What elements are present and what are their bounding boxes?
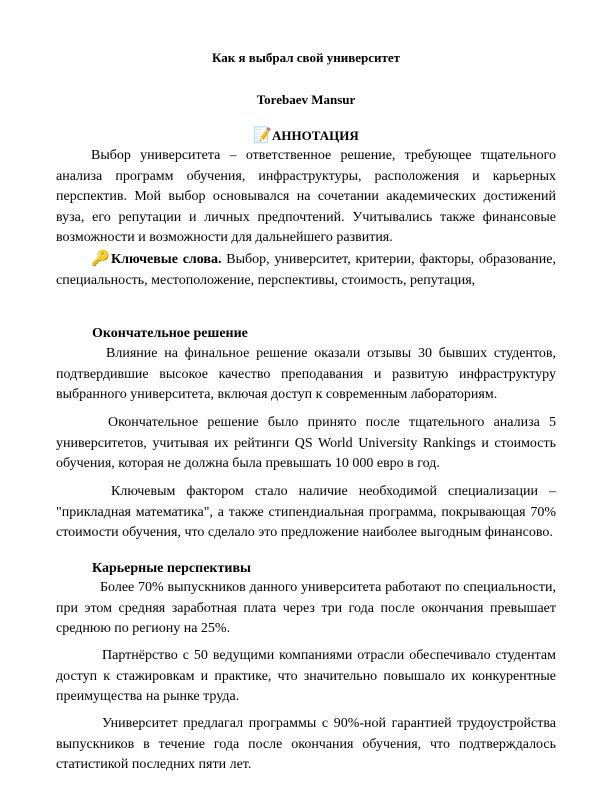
keywords-text: Выбор, университет, критерии, факторы, образование, специальность, местоположение, перспективы, стоимость, репутация, [56, 252, 556, 288]
annotation-text: Выбор университета – ответственное решение, требующее тщательного анализа программ обучения, инфраструктуры, расположения и карьерных перспектив. Мой выбор основывался на сочетании академических достижений вуза, его репутации и личных предпочтений. Учитывались также финансовые возможности и возможности для дальнейшего развития. [56, 148, 556, 245]
annotation-heading: АННОТАЦИЯ [271, 128, 359, 143]
document-title: Как я выбрал свой университет [211, 50, 401, 65]
keywords-paragraph [56, 248, 556, 291]
paragraph: Партнёрство с 50 ведущими компаниями отрасли обеспечивало студентам доступ к стажировкам и практике, что значительно повышало их конкурентные преимущества на рынке труда. [56, 648, 556, 704]
paragraph: Университет предлагал программы с 90%-ной гарантией трудоустройства выпускников в течение года после окончания обучения, что подтверждалось статистикой последних пяти лет. [56, 716, 556, 772]
paragraph: Окончательное решение было принято после тщательного анализа 5 университетов, учитывая их рейтинги QS World University Rankings и стоимость обучения, которая не должна была превышать 10 000 евро в год. [56, 415, 556, 471]
paragraph: Ключевым фактором стало наличие необходимой специализации – "прикладная математика", а также стипендиальная программа, покрывающая 70% стоимости обучения, что сделало это предложение наиболее выгодным финансово. [56, 484, 556, 540]
keywords-label: Ключевые слова. [110, 252, 222, 267]
section-heading-career: Карьерные перспективы [92, 561, 251, 576]
memo-icon: 📝 [253, 126, 272, 144]
paragraph: Влияние на финальное решение оказали отзывы 30 бывших студентов, подтвердившие высокое качество преподавания и развитую инфраструктуру выбранного университета, включая доступ к современным лабораториям. [56, 346, 556, 402]
key-icon: 🔑 [91, 249, 111, 267]
author-name: Torebaev Mansur [256, 92, 356, 107]
section-heading-final-decision: Окончательное решение [92, 326, 248, 341]
annotation-heading-row [0, 126, 612, 144]
paragraph: Более 70% выпускников данного университета работают по специальности, при этом средняя заработная плата через три года после окончания превышает среднюю по региону на 25%. [56, 580, 556, 636]
